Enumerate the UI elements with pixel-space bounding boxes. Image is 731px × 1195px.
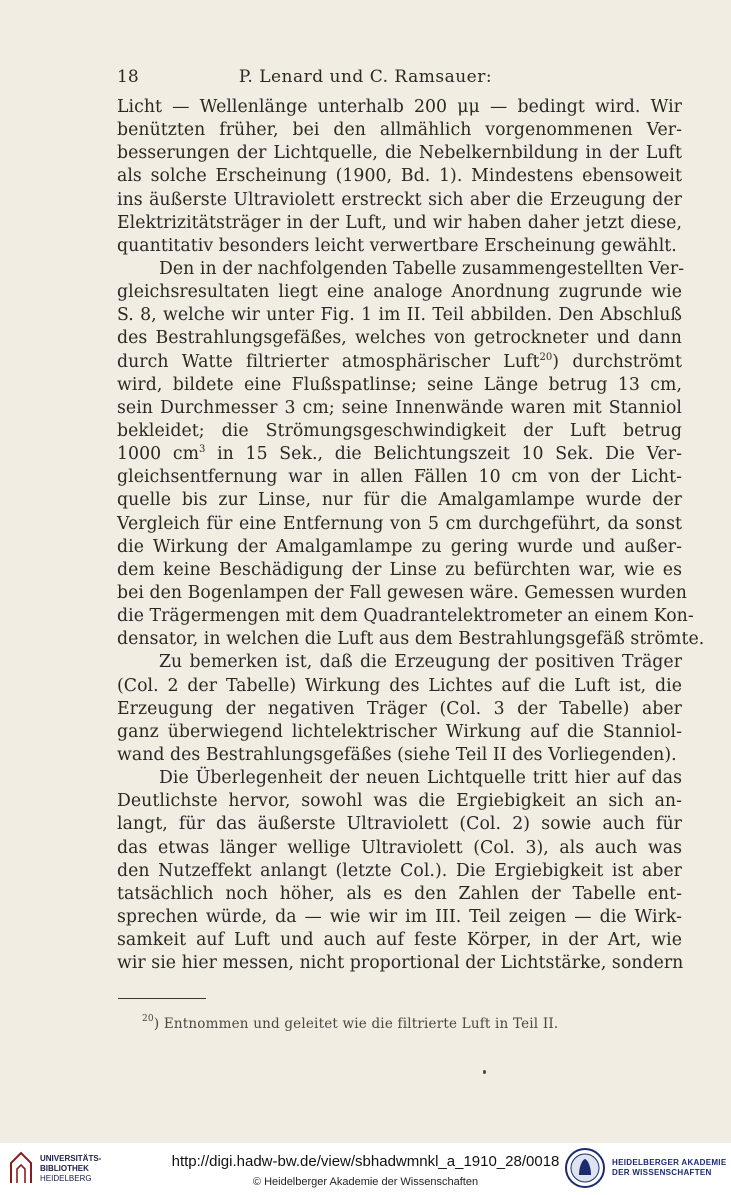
- text-line: Den in der nachfolgenden Tabelle zusammengestellten Ver-: [159, 258, 685, 279]
- library-line-2: BIBLIOTHEK: [40, 1164, 89, 1173]
- academy-name: [612, 1158, 726, 1178]
- academy-line-2: DER WISSENSCHAFTEN: [612, 1168, 712, 1177]
- text-segment: durch Watte filtrierter atmosphärischer Luft: [117, 351, 540, 372]
- text-line: wand des Bestrahlungsgefäßes (siehe Teil II des Vorliegenden).: [117, 744, 677, 765]
- text-line: langt, für das äußerste Ultraviolett (Col. 2) sowie auch für: [117, 814, 682, 835]
- academy-seal-icon: [564, 1147, 606, 1189]
- text-line: besserungen der Lichtquelle, die Nebelkernbildung in der Luft: [117, 143, 682, 164]
- text-line: quelle bis zur Linse, nur für die Amalgamlampe wurde der: [117, 490, 682, 511]
- text-line: quantitativ besonders leicht verwertbare Erscheinung gewählt.: [117, 235, 677, 256]
- text-segment: ) durchströmt: [552, 351, 682, 372]
- library-line-1: UNIVERSITÄTS-: [40, 1154, 102, 1163]
- text-line: ganz überwiegend lichtelektrischer Wirkung auf die Stanniol-: [117, 721, 682, 742]
- text-line: Zu bemerken ist, daß die Erzeugung der positiven Träger: [159, 652, 682, 673]
- academy-line-1: HEIDELBERGER AKADEMIE: [612, 1158, 727, 1167]
- page-mark: [483, 1070, 486, 1074]
- text-line: ins äußerste Ultraviolett erstreckt sich aber die Erzeugung der: [117, 189, 682, 210]
- footnote-marker: 20: [142, 1014, 154, 1024]
- text-segment: 1000 cm: [117, 444, 200, 465]
- text-line: bei den Bogenlampen der Fall gewesen wäre. Gemessen wurden: [117, 582, 687, 603]
- text-line: benützten früher, bei den allmählich vorgenommenen Ver-: [117, 120, 682, 141]
- running-head: P. Lenard und C. Ramsauer:: [238, 67, 493, 87]
- text-line: tatsächlich noch höher, als es den Zahlen der Tabelle ent-: [117, 883, 682, 904]
- text-line: Erzeugung der negativen Träger (Col. 3 der Tabelle) aber: [117, 698, 682, 719]
- footnote: [142, 1016, 558, 1032]
- footer-bar: [0, 1143, 731, 1195]
- text-line: als solche Erscheinung (1900, Bd. 1). Mindestens ebensoweit: [117, 166, 682, 187]
- text-line: samkeit auf Luft und auch auf feste Körper, in der Art, wie: [117, 930, 682, 951]
- footnote-ref: 20: [539, 351, 553, 363]
- text-line: Deutlichste hervor, sowohl was die Ergiebigkeit an sich an-: [117, 791, 682, 812]
- body-text: [117, 96, 705, 975]
- library-line-3: HEIDELBERG: [40, 1174, 92, 1183]
- text-line: wir sie hier messen, nicht proportional der Lichtstärke, sondern: [117, 953, 684, 974]
- text-line: densator, in welchen die Luft aus dem Bestrahlungsgefäß strömte.: [117, 629, 705, 650]
- text-line: den Nutzeffekt anlangt (letzte Col.). Die Ergiebigkeit ist aber: [117, 860, 682, 881]
- text-line: sprechen würde, da — wie wir im III. Teil zeigen — die Wirk-: [117, 906, 682, 927]
- text-line: S. 8, welche wir unter Fig. 1 im II. Teil abbilden. Den Abschluß: [117, 305, 682, 326]
- text-line: die Trägermengen mit dem Quadrantelektrometer an einem Kon-: [117, 606, 694, 627]
- page-number: 18: [117, 67, 139, 87]
- text-line: bekleidet; die Strömungsgeschwindigkeit der Luft betrug: [117, 420, 682, 441]
- text-line: wird, bildete eine Flußspatlinse; seine Länge betrug 13 cm,: [117, 374, 682, 395]
- footnote-divider: [118, 998, 206, 999]
- permalink-url[interactable]: http://digi.hadw-bw.de/view/sbhadwmnkl_a_1910_28/0018: [171, 1153, 560, 1170]
- text-line: gleichsresultaten liegt eine analoge Anordnung zugrunde wie: [117, 282, 682, 303]
- text-line: (Col. 2 der Tabelle) Wirkung des Lichtes auf die Luft ist, die: [117, 675, 682, 696]
- text-line: [117, 443, 682, 466]
- text-line: dem keine Beschädigung der Linse zu befürchten war, wie es: [117, 559, 682, 580]
- text-line: [117, 351, 682, 374]
- text-line: Die Überlegenheit der neuen Lichtquelle tritt hier auf das: [159, 768, 682, 789]
- text-line: das etwas länger wellige Ultraviolett (Col. 3), als auch was: [117, 837, 682, 858]
- superscript: 3: [199, 444, 206, 456]
- text-line: des Bestrahlungsgefäßes, welches von getrockneter und dann: [117, 328, 682, 349]
- text-line: Licht — Wellenlänge unterhalb 200 μμ — bedingt wird. Wir: [117, 97, 682, 117]
- footnote-text: ) Entnommen und geleitet wie die filtrierte Luft in Teil II.: [153, 1016, 559, 1032]
- text-line: Elektrizitätsträger in der Luft, und wir haben daher jetzt diese,: [117, 212, 682, 233]
- text-line: gleichsentfernung war in allen Fällen 10 cm von der Licht-: [117, 467, 682, 488]
- text-segment: in 15 Sek., die Belichtungszeit 10 Sek. Die Ver-: [205, 444, 682, 465]
- copyright-notice: © Heidelberger Akademie der Wissenschaften: [252, 1176, 479, 1188]
- text-line: die Wirkung der Amalgamlampe zu gering wurde und außer-: [117, 536, 682, 557]
- text-line: Vergleich für eine Entfernung von 5 cm durchgeführt, da sonst: [117, 513, 682, 534]
- text-line: sein Durchmesser 3 cm; seine Innenwände waren mit Stanniol: [117, 397, 682, 418]
